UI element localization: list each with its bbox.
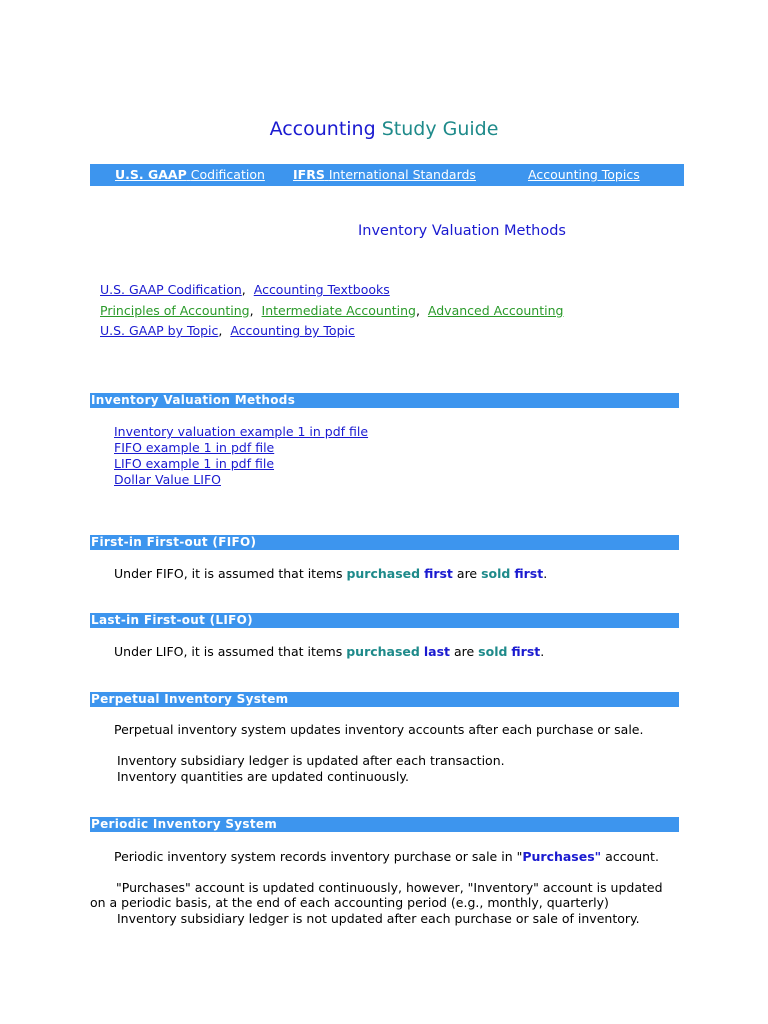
links-row-2	[100, 301, 563, 322]
periodic-line-2-b: on a periodic basis, at the end of each accounting period (e.g., monthly, quarterly)	[90, 895, 609, 910]
principles-of-accounting-link[interactable]: Principles of Accounting	[100, 302, 250, 318]
gaap-codification-link[interactable]: U.S. GAAP Codification	[100, 282, 242, 297]
links-row-3	[100, 321, 563, 342]
accounting-by-topic-link[interactable]: Accounting by Topic	[230, 323, 355, 338]
separator: ,	[241, 282, 246, 297]
separator: ,	[218, 323, 223, 338]
fifo-sold: sold	[481, 566, 511, 581]
periodic-line-2-a: "Purchases" account is updated continuously, however, "Inventory" account is updated	[116, 880, 663, 895]
periodic-line-1-a: Periodic inventory system records inventory purchase or sale in "	[114, 849, 523, 864]
lifo-text-b: are	[453, 644, 475, 659]
nav-accounting-topics-link[interactable]: Accounting Topics	[528, 167, 640, 182]
perpetual-line-2: Inventory subsidiary ledger is updated after each transaction.	[117, 753, 505, 768]
title-accounting: Accounting	[269, 118, 376, 140]
periodic-line-1	[114, 849, 659, 864]
nav-gaap-codification-link[interactable]	[115, 167, 265, 182]
fifo-description	[114, 566, 547, 581]
fifo-period: .	[543, 566, 548, 581]
nav-ifrs-rest: International Standards	[328, 167, 476, 182]
periodic-purchases: Purchases"	[522, 849, 602, 864]
advanced-accounting-link[interactable]: Advanced Accounting	[427, 302, 564, 318]
lifo-example-link[interactable]: LIFO example 1 in pdf file	[114, 456, 275, 471]
perpetual-line-3: Inventory quantities are updated continuously.	[117, 769, 409, 784]
perpetual-line-1: Perpetual inventory system updates inventory accounts after each purchase or sale.	[114, 722, 644, 737]
periodic-line-3: Inventory subsidiary ledger is not updated after each purchase or sale of inventory.	[117, 911, 640, 926]
page-subtitle: Inventory Valuation Methods	[358, 223, 566, 239]
nav-ifrs-link[interactable]	[293, 167, 476, 182]
gaap-by-topic-link[interactable]: U.S. GAAP by Topic	[100, 323, 219, 338]
pdf-example-links	[114, 424, 368, 488]
fifo-example-link[interactable]: FIFO example 1 in pdf file	[114, 440, 275, 455]
section-heading-periodic: Periodic Inventory System	[90, 817, 679, 832]
page-title	[0, 118, 768, 140]
periodic-line-1-c: account.	[601, 849, 659, 864]
fifo-first: first	[424, 566, 453, 581]
lifo-period: .	[540, 644, 545, 659]
inventory-valuation-example-link[interactable]: Inventory valuation example 1 in pdf file	[114, 424, 369, 439]
section-heading-perpetual: Perpetual Inventory System	[90, 692, 679, 707]
lifo-purchased: purchased	[346, 644, 420, 659]
section-heading-lifo: Last-in First-out (LIFO)	[90, 613, 679, 628]
lifo-text-a: Under LIFO, it is assumed that items	[114, 644, 343, 659]
title-study-guide: Study Guide	[381, 118, 499, 140]
section-heading-fifo: First-in First-out (FIFO)	[90, 535, 679, 550]
fifo-text-b: are	[456, 566, 478, 581]
lifo-first: first	[511, 644, 541, 659]
lifo-last: last	[423, 644, 450, 659]
separator: ,	[249, 302, 254, 318]
lifo-description	[114, 644, 544, 659]
top-nav-bar	[90, 164, 684, 186]
separator: ,	[415, 302, 420, 318]
fifo-text-a: Under FIFO, it is assumed that items	[114, 566, 343, 581]
nav-ifrs-bold: IFRS	[293, 167, 325, 182]
lifo-sold: sold	[478, 644, 508, 659]
dollar-value-lifo-link[interactable]: Dollar Value LIFO	[114, 472, 221, 487]
fifo-purchased: purchased	[346, 566, 421, 581]
periodic-line-2	[90, 880, 680, 910]
nav-gaap-bold: U.S. GAAP	[115, 167, 187, 182]
nav-gaap-rest: Codification	[190, 167, 265, 182]
accounting-textbooks-link[interactable]: Accounting Textbooks	[253, 282, 390, 297]
links-row-1	[100, 280, 563, 301]
section-heading-ivm: Inventory Valuation Methods	[90, 393, 679, 408]
intermediate-accounting-link[interactable]: Intermediate Accounting	[261, 302, 416, 318]
fifo-first-2: first	[514, 566, 544, 581]
resource-links	[100, 280, 563, 342]
